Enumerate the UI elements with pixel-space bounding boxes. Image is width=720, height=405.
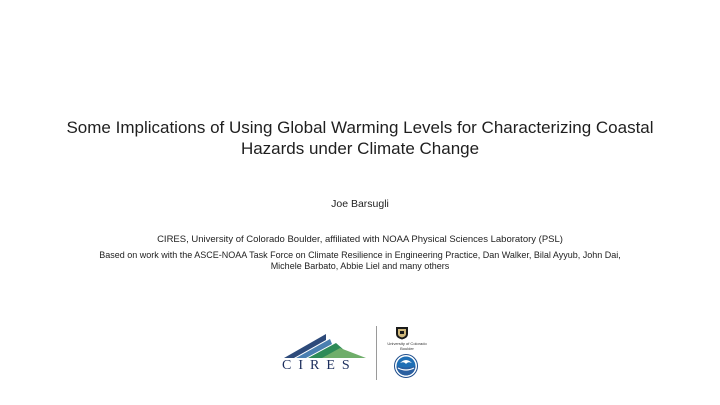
cu-name: University of Colorado Boulder <box>387 341 427 351</box>
author-name: Joe Barsugli <box>331 198 389 210</box>
cires-wordmark: CIRES <box>282 358 357 373</box>
acknowledgement-text: Based on work with the ASCE-NOAA Task Force on Climate Resilience in Engineering Practice, Dan Walker, Bilal Ayyub, John Dai, Michele Barbato, Abbie Liel and many others <box>99 250 621 271</box>
noaa-logo <box>394 354 418 378</box>
logo-divider <box>376 326 377 380</box>
slide-title: Some Implications of Using Global Warming Levels for Characterizing Coastal Hazards under Climate Change <box>66 118 654 158</box>
logo-strip <box>282 322 432 380</box>
cu-buffalo-shield-logo <box>395 326 409 340</box>
author-affiliation: CIRES, University of Colorado Boulder, affiliated with NOAA Physical Sciences Laboratory (PSL) <box>157 234 563 245</box>
